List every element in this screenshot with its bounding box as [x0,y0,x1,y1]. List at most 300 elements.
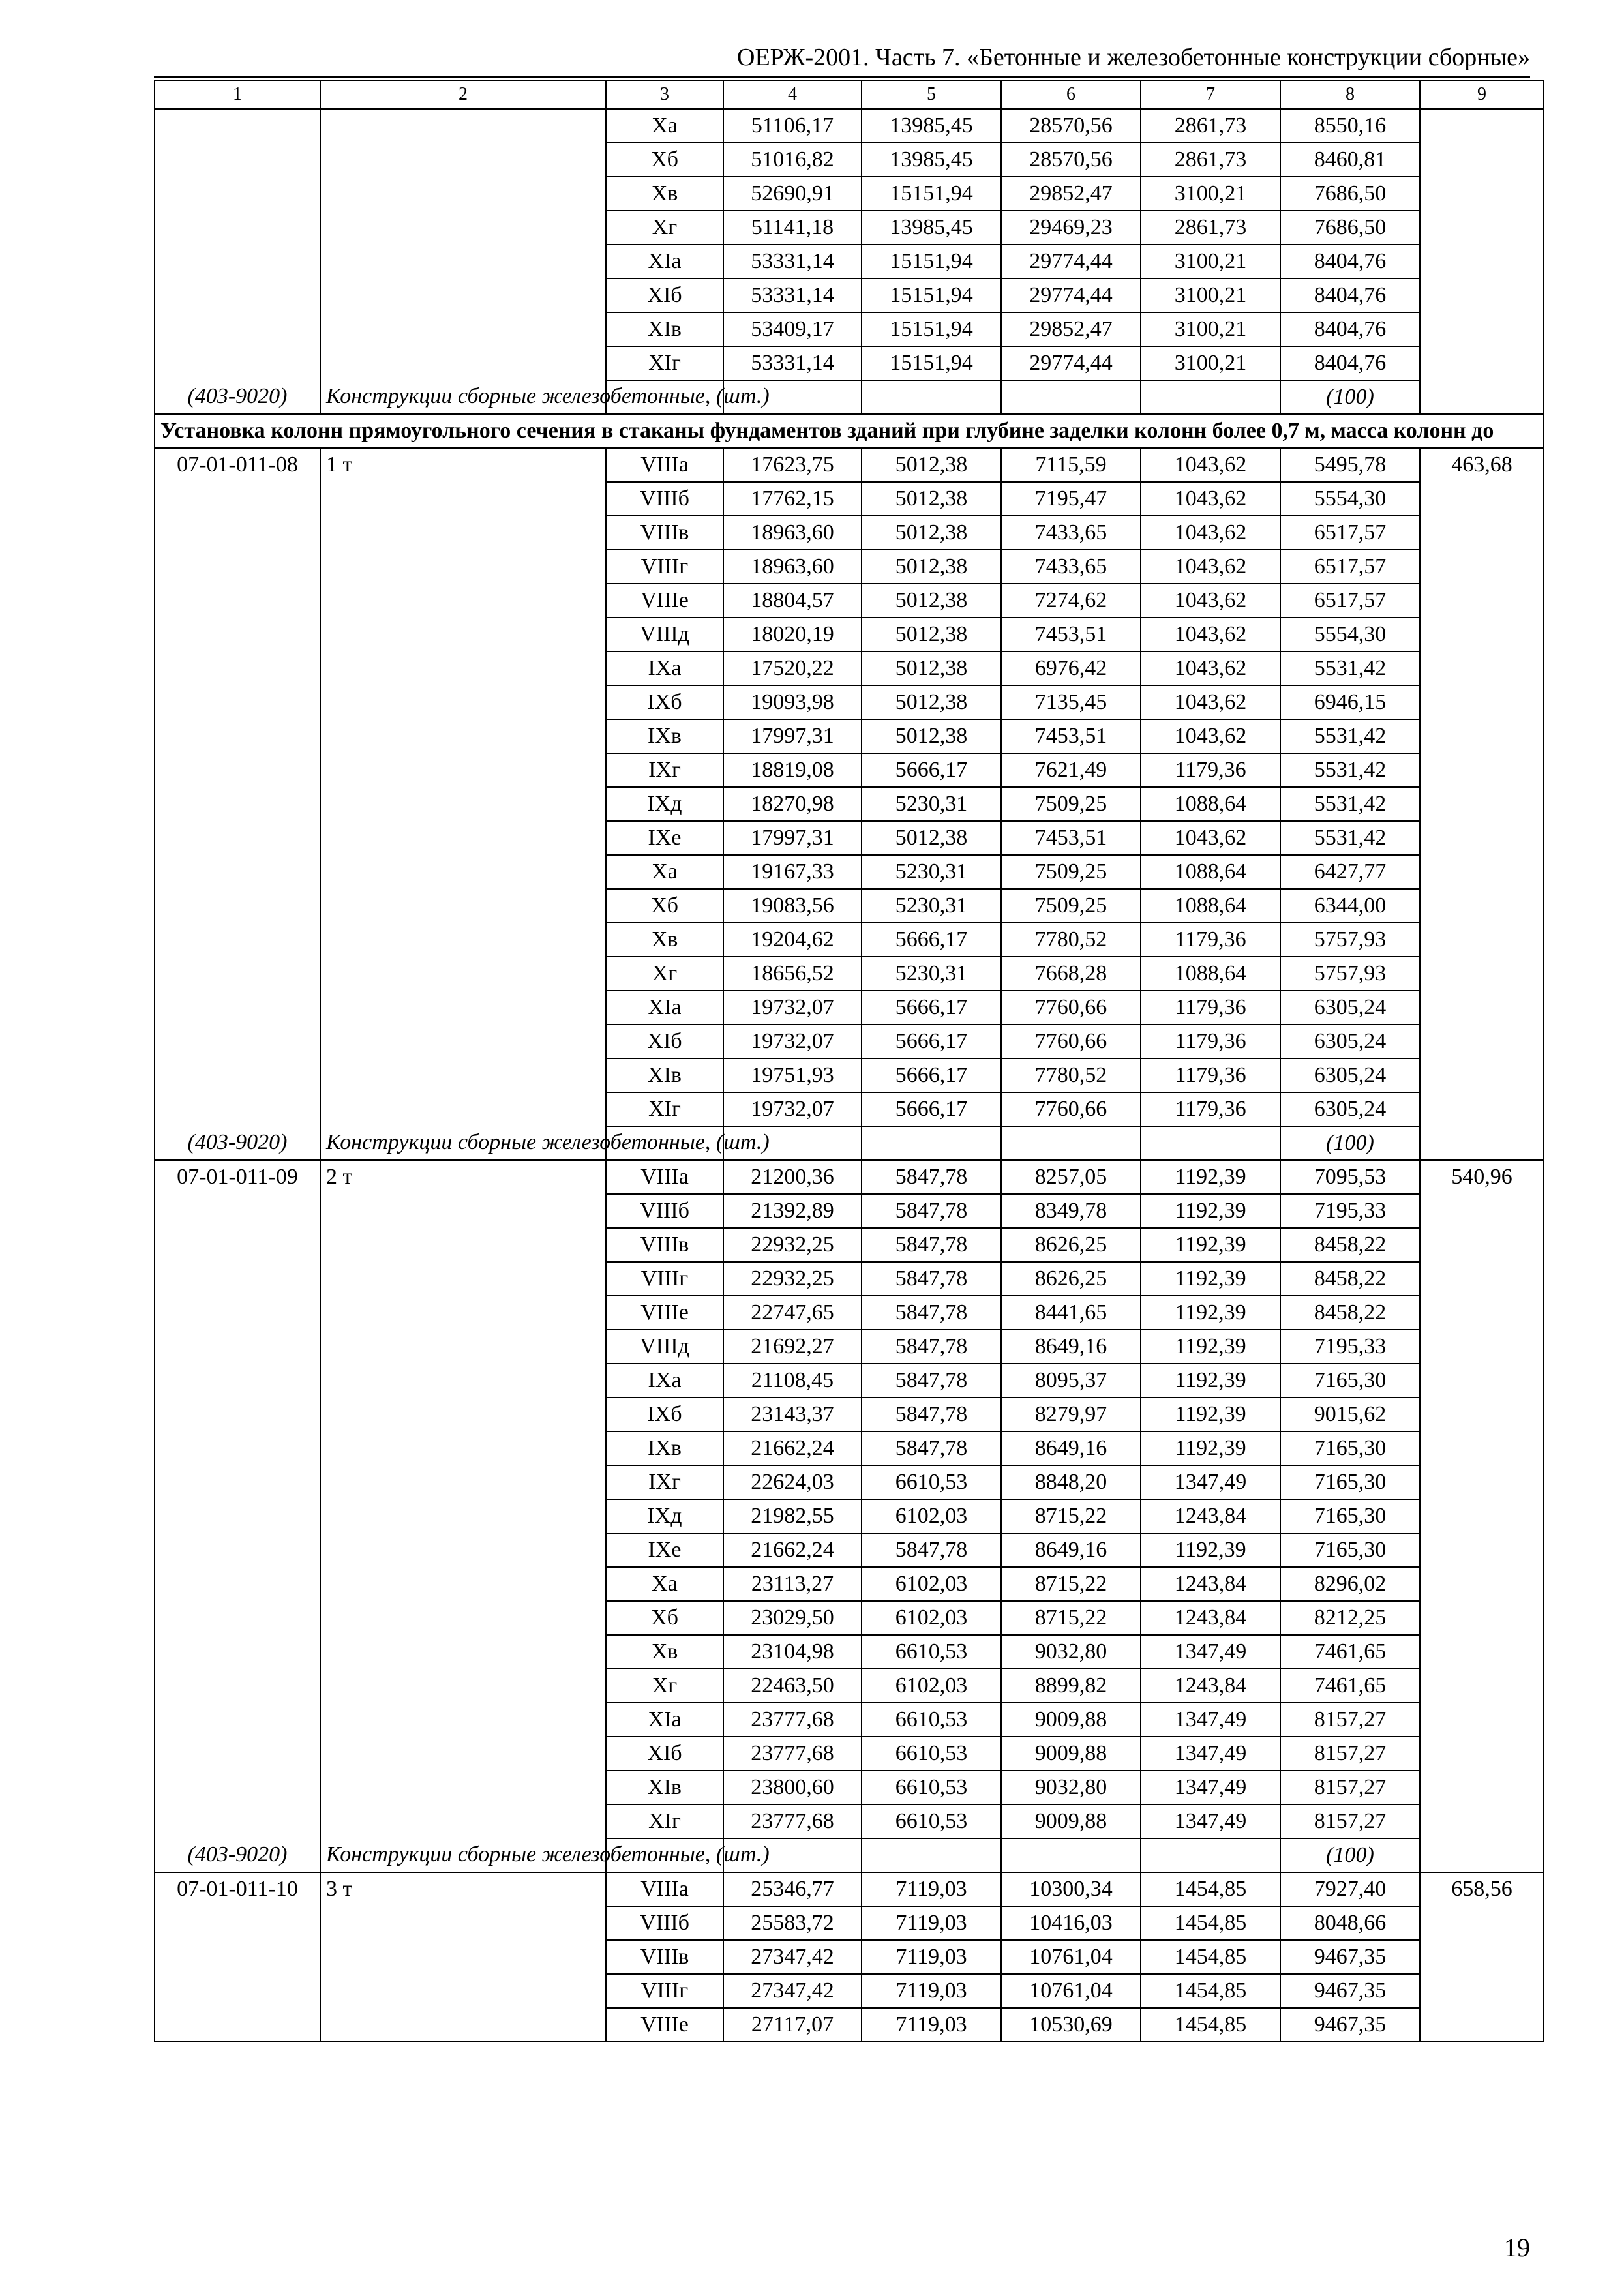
rate-value: 18819,08 [723,753,862,787]
zone-label: VIIIa [606,448,723,482]
rate-value: 6610,53 [862,1465,1001,1499]
rate-value: 1454,85 [1141,1974,1280,2008]
resource-code: (403-9020) [155,380,320,414]
rate-value: 7760,66 [1001,1092,1141,1126]
table-row [155,1431,1544,1465]
rate-code [155,1398,320,1431]
rate-total [1420,1262,1544,1296]
rate-name [320,685,606,719]
column-header: 3 [606,80,723,109]
zone-label: VIIIe [606,584,723,618]
rate-total [1420,618,1544,651]
rate-value: 18963,60 [723,516,862,550]
rate-value: 9467,35 [1280,1940,1420,1974]
rate-total [1420,278,1544,312]
rate-value: 5012,38 [862,584,1001,618]
rate-value: 7509,25 [1001,855,1141,889]
rate-total [1420,1499,1544,1533]
rate-total [1420,685,1544,719]
column-header: 6 [1001,80,1141,109]
rate-value: 7165,30 [1280,1533,1420,1567]
zone-label: XIг [606,346,723,380]
rate-name [320,1025,606,1058]
rate-value: 13985,45 [862,109,1001,143]
table-row [155,719,1544,753]
rate-value: 6102,03 [862,1601,1001,1635]
rate-total [1420,482,1544,516]
rate-value: 1179,36 [1141,991,1280,1025]
rate-code [155,1194,320,1228]
rate-value: 1454,85 [1141,1940,1280,1974]
rate-value: 22932,25 [723,1228,862,1262]
rate-code [155,346,320,380]
resource-norm: (100) [1280,1126,1420,1160]
rate-value: 8441,65 [1001,1296,1141,1330]
column-header: 8 [1280,80,1420,109]
rate-value: 7760,66 [1001,991,1141,1025]
rate-value: 1454,85 [1141,1906,1280,1940]
rate-value: 5847,78 [862,1296,1001,1330]
section-title-row [155,414,1544,448]
rate-value: 8626,25 [1001,1262,1141,1296]
rate-value: 1088,64 [1141,855,1280,889]
rate-value: 7621,49 [1001,753,1141,787]
rate-value: 5230,31 [862,889,1001,923]
rate-total [1420,312,1544,346]
rate-value: 13985,45 [862,143,1001,177]
table-row [155,1804,1544,1838]
rate-value: 9015,62 [1280,1398,1420,1431]
zone-label: VIIIв [606,1228,723,1262]
resource-name: Конструкции сборные железобетонные, (шт.) [320,380,606,414]
rate-code [155,1635,320,1669]
rate-value: 22932,25 [723,1262,862,1296]
rate-code [155,1669,320,1703]
rate-value: 7165,30 [1280,1499,1420,1533]
rate-value: 8899,82 [1001,1669,1141,1703]
column-header: 4 [723,80,862,109]
rate-value: 21392,89 [723,1194,862,1228]
rate-value: 6517,57 [1280,550,1420,584]
rate-code [155,482,320,516]
rate-value: 1043,62 [1141,482,1280,516]
rate-value: 19167,33 [723,855,862,889]
rate-total [1420,1431,1544,1465]
rate-value: 5847,78 [862,1364,1001,1398]
rate-value: 8157,27 [1280,1771,1420,1804]
rate-total: 540,96 [1420,1160,1544,1194]
rate-name [320,1567,606,1601]
table-row [155,923,1544,957]
zone-label: VIIIб [606,1194,723,1228]
rate-value: 15151,94 [862,346,1001,380]
rate-value: 7119,03 [862,1872,1001,1906]
rate-name [320,346,606,380]
zone-label: VIIIд [606,1330,723,1364]
rate-value: 8404,76 [1280,245,1420,278]
table-cell [862,380,1001,414]
rate-value: 1043,62 [1141,516,1280,550]
rate-value: 5554,30 [1280,618,1420,651]
rate-value: 3100,21 [1141,278,1280,312]
rate-value: 1192,39 [1141,1398,1280,1431]
rate-value: 7509,25 [1001,787,1141,821]
rate-value: 23800,60 [723,1771,862,1804]
rate-value: 1043,62 [1141,685,1280,719]
rate-code [155,211,320,245]
rate-value: 5531,42 [1280,821,1420,855]
rate-value: 1454,85 [1141,1872,1280,1906]
rate-value: 18656,52 [723,957,862,991]
table-row [155,584,1544,618]
rate-value: 3100,21 [1141,312,1280,346]
rate-value: 6610,53 [862,1771,1001,1804]
rate-value: 53331,14 [723,346,862,380]
zone-label: VIIIa [606,1872,723,1906]
rate-value: 9032,80 [1001,1635,1141,1669]
rate-value: 8257,05 [1001,1160,1141,1194]
rate-code [155,312,320,346]
rate-value: 52690,91 [723,177,862,211]
rate-value: 7119,03 [862,1974,1001,2008]
table-row [155,1669,1544,1703]
table-row [155,1262,1544,1296]
rate-value: 1043,62 [1141,550,1280,584]
rate-value: 23777,68 [723,1737,862,1771]
rate-name [320,1296,606,1330]
table-row [155,1194,1544,1228]
rate-value: 1179,36 [1141,923,1280,957]
rate-value: 9009,88 [1001,1804,1141,1838]
rate-value: 8649,16 [1001,1431,1141,1465]
rate-value: 23143,37 [723,1398,862,1431]
rate-value: 8279,97 [1001,1398,1141,1431]
rate-code [155,1262,320,1296]
rate-total [1420,245,1544,278]
zone-label: IXe [606,821,723,855]
rate-code [155,991,320,1025]
rate-name [320,516,606,550]
rate-value: 29774,44 [1001,245,1141,278]
rate-total [1420,957,1544,991]
table-cell [1420,1838,1544,1872]
table-row [155,482,1544,516]
rate-code [155,787,320,821]
rate-value: 8458,22 [1280,1228,1420,1262]
zone-label: Xв [606,177,723,211]
rate-value: 7453,51 [1001,719,1141,753]
table-row [155,1940,1544,1974]
rate-value: 7195,47 [1001,482,1141,516]
rate-value: 6102,03 [862,1567,1001,1601]
table-row [155,1092,1544,1126]
rate-value: 27347,42 [723,1940,862,1974]
table-row [155,245,1544,278]
rate-value: 8048,66 [1280,1906,1420,1940]
rate-value: 5554,30 [1280,482,1420,516]
zone-label: Xa [606,1567,723,1601]
rate-value: 17520,22 [723,651,862,685]
rate-value: 23113,27 [723,1567,862,1601]
resource-code: (403-9020) [155,1838,320,1872]
rate-value: 5012,38 [862,651,1001,685]
table-row [155,753,1544,787]
rate-code: 07-01-011-08 [155,448,320,482]
rate-value: 21108,45 [723,1364,862,1398]
zone-label: XIa [606,1703,723,1737]
table-row [155,1499,1544,1533]
rate-value: 51106,17 [723,109,862,143]
rate-total [1420,1533,1544,1567]
rate-code [155,550,320,584]
rate-total [1420,109,1544,143]
rate-name [320,1330,606,1364]
table-row [155,957,1544,991]
rate-value: 5230,31 [862,855,1001,889]
rate-total [1420,1092,1544,1126]
rate-value: 18020,19 [723,618,862,651]
rate-value: 1192,39 [1141,1160,1280,1194]
rate-value: 7165,30 [1280,1465,1420,1499]
rate-value: 10761,04 [1001,1940,1141,1974]
rate-value: 9032,80 [1001,1771,1141,1804]
table-row [155,618,1544,651]
rate-value: 53331,14 [723,245,862,278]
rate-value: 8157,27 [1280,1804,1420,1838]
zone-label: VIIIд [606,618,723,651]
rate-value: 1243,84 [1141,1499,1280,1533]
rate-total [1420,550,1544,584]
rate-code [155,651,320,685]
zone-label: VIIIв [606,516,723,550]
rate-value: 8296,02 [1280,1567,1420,1601]
rate-total [1420,1601,1544,1635]
rate-value: 19732,07 [723,1092,862,1126]
rate-value: 1243,84 [1141,1601,1280,1635]
table-row [155,1398,1544,1431]
rate-value: 7115,59 [1001,448,1141,482]
rate-value: 6305,24 [1280,991,1420,1025]
rate-value: 5230,31 [862,787,1001,821]
rate-code [155,1703,320,1737]
rate-value: 8848,20 [1001,1465,1141,1499]
rate-value: 1192,39 [1141,1364,1280,1398]
rate-value: 23777,68 [723,1804,862,1838]
rate-value: 53331,14 [723,278,862,312]
rate-code [155,1737,320,1771]
rate-value: 17997,31 [723,719,862,753]
rate-value: 21982,55 [723,1499,862,1533]
rate-value: 5847,78 [862,1194,1001,1228]
table-row [155,1703,1544,1737]
rate-total: 463,68 [1420,448,1544,482]
rate-value: 1043,62 [1141,584,1280,618]
rate-value: 25346,77 [723,1872,862,1906]
rate-value: 19093,98 [723,685,862,719]
rate-value: 1243,84 [1141,1669,1280,1703]
table-row [155,1296,1544,1330]
rate-total [1420,821,1544,855]
rate-value: 7453,51 [1001,821,1141,855]
table-row [155,1228,1544,1262]
table-row [155,177,1544,211]
rate-total [1420,143,1544,177]
rate-name [320,1635,606,1669]
zone-label: IXв [606,1431,723,1465]
table-row [155,109,1544,143]
rate-name [320,1092,606,1126]
rate-value: 21662,24 [723,1533,862,1567]
rate-name [320,1228,606,1262]
rate-name [320,1533,606,1567]
rate-total [1420,1669,1544,1703]
zone-label: Xa [606,109,723,143]
resource-name: Конструкции сборные железобетонные, (шт.) [320,1126,606,1160]
rate-value: 6976,42 [1001,651,1141,685]
rate-code [155,1601,320,1635]
zone-label: Xб [606,143,723,177]
rate-value: 5012,38 [862,821,1001,855]
rate-value: 6305,24 [1280,1025,1420,1058]
rate-name: 2 т [320,1160,606,1194]
rate-value: 51141,18 [723,211,862,245]
rate-value: 17762,15 [723,482,862,516]
rate-name [320,923,606,957]
zone-label: Xг [606,957,723,991]
rate-value: 8649,16 [1001,1533,1141,1567]
rate-value: 8626,25 [1001,1228,1141,1262]
rate-name [320,143,606,177]
table-cell [1001,380,1141,414]
rate-value: 9009,88 [1001,1737,1141,1771]
rate-name [320,1194,606,1228]
rate-value: 15151,94 [862,278,1001,312]
rate-total [1420,923,1544,957]
rate-code [155,685,320,719]
rate-value: 7433,65 [1001,516,1141,550]
rate-value: 53409,17 [723,312,862,346]
rate-code [155,1364,320,1398]
rate-value: 5666,17 [862,991,1001,1025]
table-row [155,1906,1544,1940]
rate-value: 1347,49 [1141,1804,1280,1838]
resource-row [155,1126,1544,1160]
rate-value: 8349,78 [1001,1194,1141,1228]
rate-value: 1192,39 [1141,1262,1280,1296]
table-row [155,1771,1544,1804]
table-row [155,516,1544,550]
rate-name [320,753,606,787]
rate-value: 29852,47 [1001,177,1141,211]
table-row [155,1533,1544,1567]
rate-value: 23029,50 [723,1601,862,1635]
rate-value: 7780,52 [1001,923,1141,957]
zone-label: IXд [606,1499,723,1533]
rate-value: 2861,73 [1141,143,1280,177]
table-row [155,821,1544,855]
rate-name [320,651,606,685]
table-row [155,1330,1544,1364]
rate-code [155,1974,320,2008]
rate-name [320,312,606,346]
rate-value: 8458,22 [1280,1262,1420,1296]
table-row [155,855,1544,889]
resource-name: Конструкции сборные железобетонные, (шт.) [320,1838,606,1872]
rate-code [155,143,320,177]
zone-label: IXг [606,1465,723,1499]
column-header: 1 [155,80,320,109]
rate-value: 5847,78 [862,1262,1001,1296]
rate-name [320,1771,606,1804]
rate-name [320,1737,606,1771]
rate-total [1420,787,1544,821]
rate-value: 5012,38 [862,685,1001,719]
rate-name [320,584,606,618]
rate-name [320,1601,606,1635]
rate-value: 8715,22 [1001,1499,1141,1533]
rate-value: 6517,57 [1280,584,1420,618]
rate-name: 1 т [320,448,606,482]
rate-value: 1043,62 [1141,821,1280,855]
rate-value: 5847,78 [862,1533,1001,1567]
rate-code [155,753,320,787]
rate-name [320,1431,606,1465]
rate-name [320,1364,606,1398]
rate-value: 1043,62 [1141,448,1280,482]
rate-value: 2861,73 [1141,109,1280,143]
table-row [155,991,1544,1025]
rate-code: 07-01-011-09 [155,1160,320,1194]
rate-total [1420,1398,1544,1431]
rate-value: 1243,84 [1141,1567,1280,1601]
rate-value: 6344,00 [1280,889,1420,923]
rate-code [155,177,320,211]
table-cell [1001,1838,1141,1872]
rate-value: 27347,42 [723,1974,862,2008]
rate-code [155,1465,320,1499]
rate-code [155,1025,320,1058]
table-row [155,651,1544,685]
rate-value: 1179,36 [1141,1092,1280,1126]
rate-value: 5012,38 [862,516,1001,550]
rate-name: 3 т [320,1872,606,1906]
rate-value: 5666,17 [862,923,1001,957]
rate-value: 8649,16 [1001,1330,1141,1364]
zone-label: IXa [606,651,723,685]
column-header: 7 [1141,80,1280,109]
rate-total [1420,2008,1544,2042]
zone-label: XIa [606,991,723,1025]
table-row [155,2008,1544,2042]
rate-value: 7274,62 [1001,584,1141,618]
rate-value: 29469,23 [1001,211,1141,245]
rate-name [320,1940,606,1974]
rate-value: 1088,64 [1141,787,1280,821]
rate-name [320,211,606,245]
rate-value: 5666,17 [862,1092,1001,1126]
rate-code [155,109,320,143]
rate-value: 27117,07 [723,2008,862,2042]
rate-code [155,1533,320,1567]
table-row [155,1974,1544,2008]
rate-value: 10761,04 [1001,1974,1141,2008]
zone-label: Xв [606,1635,723,1669]
rate-value: 22463,50 [723,1669,862,1703]
table-cell [1001,1126,1141,1160]
rate-value: 1347,49 [1141,1771,1280,1804]
rate-value: 17997,31 [723,821,862,855]
rate-code [155,855,320,889]
